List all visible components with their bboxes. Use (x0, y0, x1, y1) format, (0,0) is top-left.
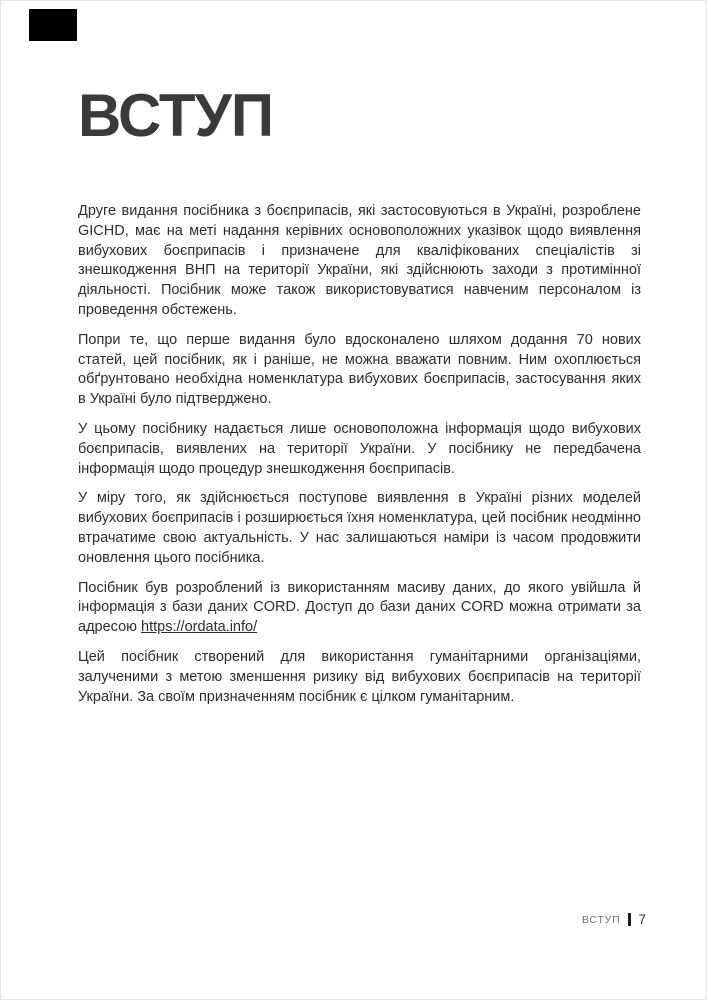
body-paragraph-1: Друге видання посібника з боєприпасів, які застосовуються в Україні, розроблене GICHD, має на меті надання керівних основоположних указівок щодо виявлення вибухових боєприпасів і призначене для кваліфікованих спеціалістів зі знешкодження ВНП на території України, які здійснюють заходи з протимінної діяльності. Посібник може також використовуватися навченим персоналом із проведення обстежень. (78, 203, 641, 318)
body-paragraph-closing: Цей посібник створений для використання гуманітарними організаціями, залученими з метою зменшення ризику від вибухових боєприпасів на території України. За своїм призначенням посібник є цілком гуманітарним. (78, 648, 641, 705)
body-paragraph-4: У міру того, як здійснюється поступове виявлення в Україні різних моделей вибухових боєприпасів і розширюється їхня номенклатура, цей посібник неодмінно втрачатиме свою актуальність. У нас залишаються наміри із часом продовжити оновлення цього посібника. (78, 490, 641, 566)
footer-separator-bar-icon (628, 913, 631, 926)
page-title: ВСТУП (78, 82, 273, 149)
body-paragraph-cord (78, 579, 641, 638)
publisher-logo-black-square (29, 9, 77, 41)
footer-section-label: ВСТУП (581, 913, 621, 926)
page-content (78, 82, 641, 717)
body-paragraph-3: У цьому посібнику надається лише основоположна інформація щодо вибухових боєприпасів, виявлених на території України. У посібнику не передбачена інформація щодо процедур знешкодження боєприпасів. (78, 420, 641, 477)
footer-page-number: 7 (638, 912, 646, 927)
cord-paragraph-text: Посібник був розроблений із використанням масиву даних, до якого увійшла й інформація з бази даних CORD. Доступ до бази даних CORD можна отримати за адресою (78, 579, 641, 636)
body-paragraph-2: Попри те, що перше видання було вдосконалено шляхом додання 70 нових статей, цей посібник, як і раніше, не можна вважати повним. Ним охоплюється обґрунтовано необхідна номенклатура вибухових боєприпасів, застосування яких в Україні було підтверджено. (78, 331, 641, 408)
ordata-link[interactable]: https://ordata.info/ (141, 619, 258, 636)
page-footer (582, 912, 646, 927)
